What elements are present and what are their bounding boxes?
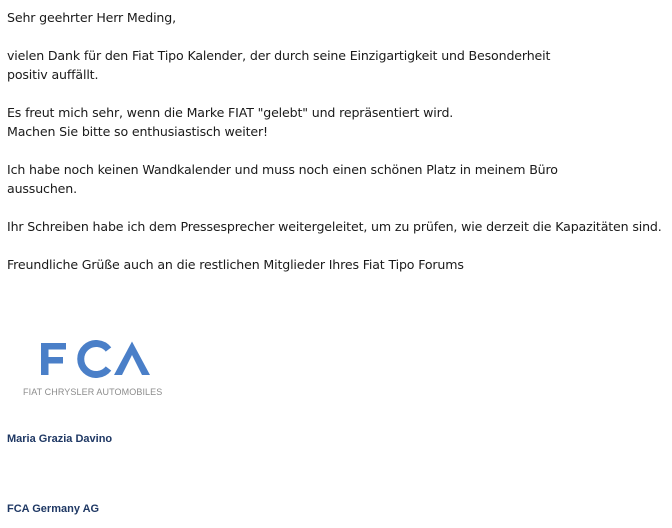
paragraph-line: vielen Dank für den Fiat Tipo Kalender, der durch seine Einzigartigkeit und Besonderheit (7, 48, 551, 63)
fca-logo-subtitle: FIAT CHRYSLER AUTOMOBILES (23, 387, 163, 397)
signature-name: Maria Grazia Davino (7, 433, 113, 445)
fca-letter-a (114, 342, 150, 376)
paragraph-line: Machen Sie bitte so enthusiastisch weiter! (7, 124, 268, 139)
salutation: Sehr geehrter Herr Meding, (7, 10, 176, 25)
paragraph-thanks (7, 46, 667, 84)
fca-logo (23, 340, 173, 402)
fca-letter-c (81, 344, 109, 375)
closing: Freundliche Grüße auch an die restlichen Mitglieder Ihres Fiat Tipo Forums (7, 257, 464, 272)
paragraph-line: positiv auffällt. (7, 67, 99, 82)
paragraph-line: Ich habe noch keinen Wandkalender und muss noch einen schönen Platz in meinem Büro (7, 162, 558, 177)
paragraph-line: aussuchen. (7, 181, 77, 196)
paragraph-line: Ihr Schreiben habe ich dem Pressesprecher weitergeleitet, um zu prüfen, wie derzeit die Kapazitäten sind. (7, 219, 662, 234)
fca-wordmark (39, 340, 153, 378)
email-body (7, 8, 667, 274)
paragraph-calendar (7, 160, 667, 198)
paragraph-press (7, 217, 667, 236)
fca-letter-f (41, 343, 66, 375)
paragraph-brand (7, 103, 667, 141)
paragraph-line: Es freut mich sehr, wenn die Marke FIAT "gelebt" und repräsentiert wird. (7, 105, 454, 120)
signature-company: FCA Germany AG (7, 503, 100, 515)
